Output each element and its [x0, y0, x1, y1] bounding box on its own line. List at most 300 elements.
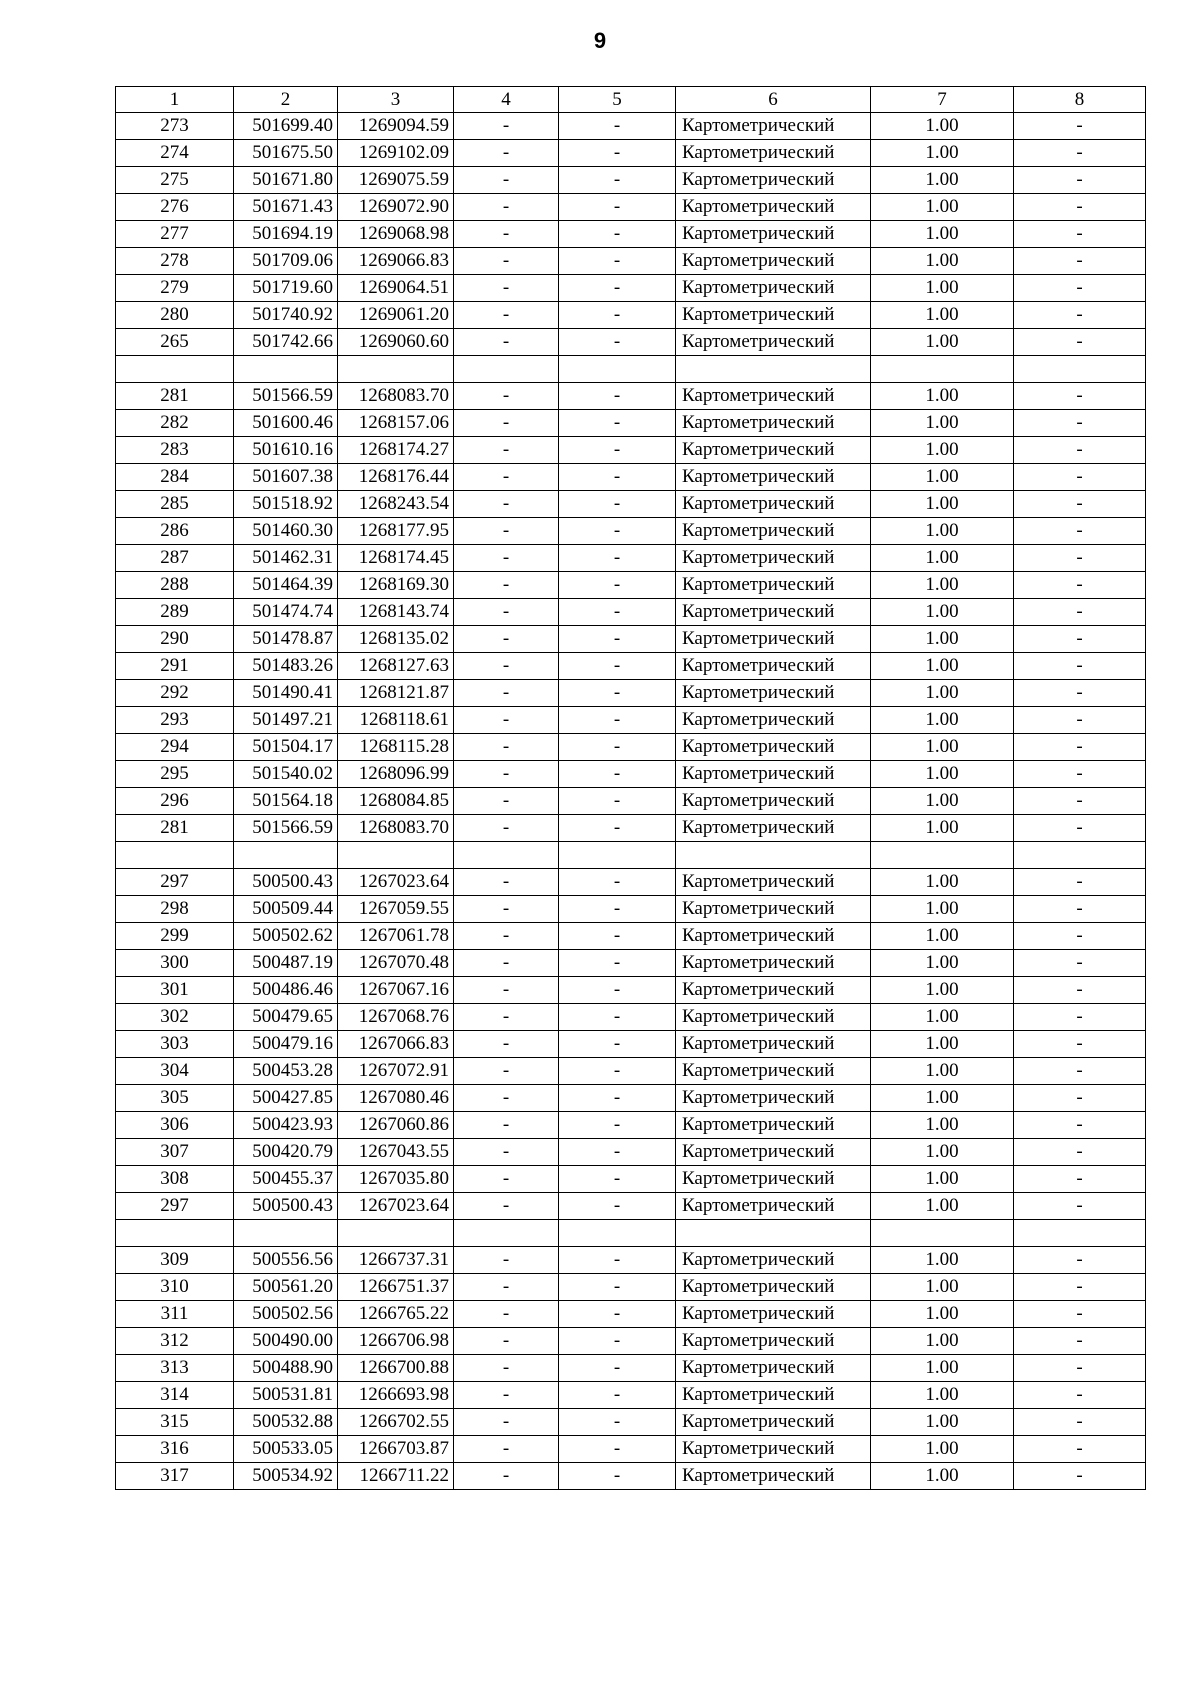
table-cell: 1269060.60	[338, 329, 454, 356]
table-cell: 1.00	[871, 491, 1014, 518]
table-cell: -	[559, 1058, 676, 1085]
table-cell: -	[1014, 1409, 1146, 1436]
empty-cell	[871, 842, 1014, 869]
table-cell: 281	[116, 383, 234, 410]
table-cell: -	[1014, 167, 1146, 194]
table-cell: 1.00	[871, 896, 1014, 923]
empty-cell	[871, 1220, 1014, 1247]
empty-cell	[676, 842, 871, 869]
table-cell: 501675.50	[234, 140, 338, 167]
table-cell: Картометрический	[676, 1382, 871, 1409]
table-cell: 501671.43	[234, 194, 338, 221]
table-cell: Картометрический	[676, 734, 871, 761]
table-cell: Картометрический	[676, 1085, 871, 1112]
table-cell: 1268118.61	[338, 707, 454, 734]
table-cell: -	[454, 248, 559, 275]
table-cell: 279	[116, 275, 234, 302]
table-cell: Картометрический	[676, 1301, 871, 1328]
table-cell: 1.00	[871, 167, 1014, 194]
table-cell: -	[454, 221, 559, 248]
table-cell: Картометрический	[676, 1436, 871, 1463]
table-row	[116, 329, 1146, 356]
table-cell: 314	[116, 1382, 234, 1409]
table-cell: -	[559, 302, 676, 329]
table-cell: 500533.05	[234, 1436, 338, 1463]
column-header: 3	[338, 87, 454, 113]
table-cell: 1.00	[871, 1301, 1014, 1328]
table-cell: 1269102.09	[338, 140, 454, 167]
table-cell: 1268121.87	[338, 680, 454, 707]
table-cell: 1268176.44	[338, 464, 454, 491]
table-cell: 501478.87	[234, 626, 338, 653]
table-cell: 282	[116, 410, 234, 437]
table-cell: Картометрический	[676, 653, 871, 680]
empty-cell	[116, 356, 234, 383]
page-number: 9	[593, 28, 607, 53]
table-cell: 500534.92	[234, 1463, 338, 1490]
table-cell: -	[559, 491, 676, 518]
table-cell: -	[559, 788, 676, 815]
table-cell: 500500.43	[234, 869, 338, 896]
table-cell: -	[1014, 275, 1146, 302]
table-cell: -	[454, 329, 559, 356]
table-cell: 283	[116, 437, 234, 464]
empty-cell	[1014, 1220, 1146, 1247]
table-cell: -	[454, 761, 559, 788]
table-cell: 1.00	[871, 1436, 1014, 1463]
table-cell: 501566.59	[234, 815, 338, 842]
table-cell: 1268115.28	[338, 734, 454, 761]
table-cell: -	[454, 950, 559, 977]
table-cell: Картометрический	[676, 437, 871, 464]
table-cell: 1269075.59	[338, 167, 454, 194]
table-cell: -	[454, 518, 559, 545]
column-header: 5	[559, 87, 676, 113]
table-cell: 500561.20	[234, 1274, 338, 1301]
table-cell: -	[1014, 707, 1146, 734]
empty-cell	[1014, 356, 1146, 383]
table-cell: 501709.06	[234, 248, 338, 275]
table-cell: 281	[116, 815, 234, 842]
table-cell: -	[559, 221, 676, 248]
table-cell: Картометрический	[676, 815, 871, 842]
table-cell: 1268157.06	[338, 410, 454, 437]
table-cell: 1.00	[871, 788, 1014, 815]
table-cell: 1267066.83	[338, 1031, 454, 1058]
table-cell: -	[1014, 437, 1146, 464]
table-row	[116, 518, 1146, 545]
table-row	[116, 464, 1146, 491]
table-cell: -	[559, 1247, 676, 1274]
table-cell: 501719.60	[234, 275, 338, 302]
table-row	[116, 815, 1146, 842]
column-header: 8	[1014, 87, 1146, 113]
table-cell: -	[559, 1031, 676, 1058]
table-row	[116, 167, 1146, 194]
table-cell: Картометрический	[676, 1355, 871, 1382]
table-cell: -	[559, 977, 676, 1004]
table-cell: 501607.38	[234, 464, 338, 491]
table-cell: 501699.40	[234, 113, 338, 140]
table-cell: 1268135.02	[338, 626, 454, 653]
table-cell: -	[559, 464, 676, 491]
table-cell: 304	[116, 1058, 234, 1085]
table-cell: -	[1014, 1247, 1146, 1274]
table-cell: Картометрический	[676, 491, 871, 518]
table-cell: Картометрический	[676, 680, 871, 707]
table-row	[116, 437, 1146, 464]
table-cell: -	[559, 1085, 676, 1112]
table-cell: 1267067.16	[338, 977, 454, 1004]
table-cell: -	[1014, 896, 1146, 923]
table-cell: -	[454, 302, 559, 329]
table-cell: Картометрический	[676, 383, 871, 410]
table-row	[116, 1328, 1146, 1355]
table-cell: -	[454, 680, 559, 707]
table-cell: 1.00	[871, 1247, 1014, 1274]
table-cell: 1267043.55	[338, 1139, 454, 1166]
table-row	[116, 761, 1146, 788]
table-cell: Картометрический	[676, 221, 871, 248]
table-row	[116, 1382, 1146, 1409]
table-cell: 501497.21	[234, 707, 338, 734]
table-cell: -	[559, 1382, 676, 1409]
table-row	[116, 599, 1146, 626]
table-cell: -	[454, 113, 559, 140]
table-cell: 1.00	[871, 869, 1014, 896]
table-cell: -	[1014, 734, 1146, 761]
table-cell: -	[454, 383, 559, 410]
table-cell: -	[559, 680, 676, 707]
table-cell: Картометрический	[676, 248, 871, 275]
table-cell: 306	[116, 1112, 234, 1139]
table-cell: -	[1014, 248, 1146, 275]
table-cell: 288	[116, 572, 234, 599]
table-cell: -	[454, 464, 559, 491]
table-row	[116, 1085, 1146, 1112]
table-row	[116, 707, 1146, 734]
table-cell: 296	[116, 788, 234, 815]
table-cell: 1.00	[871, 275, 1014, 302]
table-row	[116, 545, 1146, 572]
table-row	[116, 140, 1146, 167]
table-cell: Картометрический	[676, 275, 871, 302]
table-cell: Картометрический	[676, 167, 871, 194]
table-cell: 1.00	[871, 950, 1014, 977]
table-cell: 500500.43	[234, 1193, 338, 1220]
table-cell: 1267070.48	[338, 950, 454, 977]
table-cell: 1.00	[871, 653, 1014, 680]
table-cell: 1.00	[871, 572, 1014, 599]
table-cell: Картометрический	[676, 896, 871, 923]
table-cell: 1.00	[871, 518, 1014, 545]
table-cell: 293	[116, 707, 234, 734]
table-cell: 1269066.83	[338, 248, 454, 275]
table-cell: 301	[116, 977, 234, 1004]
table-cell: -	[454, 167, 559, 194]
column-header: 2	[234, 87, 338, 113]
table-cell: 1.00	[871, 464, 1014, 491]
table-cell: 1.00	[871, 113, 1014, 140]
table-cell: 284	[116, 464, 234, 491]
table-cell: -	[454, 1112, 559, 1139]
table-cell: 1269068.98	[338, 221, 454, 248]
table-row	[116, 491, 1146, 518]
table-cell: 275	[116, 167, 234, 194]
table-cell: 501566.59	[234, 383, 338, 410]
table-cell: 500488.90	[234, 1355, 338, 1382]
table-cell: Картометрический	[676, 329, 871, 356]
table-cell: 501462.31	[234, 545, 338, 572]
table-cell: Картометрический	[676, 707, 871, 734]
table-cell: 291	[116, 653, 234, 680]
table-cell: 313	[116, 1355, 234, 1382]
table-cell: -	[454, 194, 559, 221]
table-cell: 1268143.74	[338, 599, 454, 626]
table-cell: 316	[116, 1436, 234, 1463]
table-cell: 1.00	[871, 1139, 1014, 1166]
table-cell: Картометрический	[676, 869, 871, 896]
table-cell: -	[1014, 1463, 1146, 1490]
table-row	[116, 1301, 1146, 1328]
table-cell: 500479.16	[234, 1031, 338, 1058]
table-cell: 276	[116, 194, 234, 221]
table-cell: -	[559, 923, 676, 950]
table-body	[116, 87, 1146, 1490]
table-row	[116, 1112, 1146, 1139]
table-cell: -	[559, 410, 676, 437]
table-cell: 1.00	[871, 1274, 1014, 1301]
table-cell: -	[559, 1409, 676, 1436]
table-row	[116, 113, 1146, 140]
table-cell: Картометрический	[676, 923, 871, 950]
table-row	[116, 1058, 1146, 1085]
table-cell: 315	[116, 1409, 234, 1436]
table-cell: 1269064.51	[338, 275, 454, 302]
table-cell: 1.00	[871, 923, 1014, 950]
table-cell: 500502.62	[234, 923, 338, 950]
table-cell: 500420.79	[234, 1139, 338, 1166]
table-cell: Картометрический	[676, 1031, 871, 1058]
table-cell: -	[1014, 1328, 1146, 1355]
table-cell: Картометрический	[676, 599, 871, 626]
table-cell: 500509.44	[234, 896, 338, 923]
empty-cell	[1014, 842, 1146, 869]
table-cell: Картометрический	[676, 140, 871, 167]
table-cell: 1.00	[871, 626, 1014, 653]
table-cell: 1267023.64	[338, 1193, 454, 1220]
table-cell: 1268169.30	[338, 572, 454, 599]
table-cell: 286	[116, 518, 234, 545]
table-cell: 1269094.59	[338, 113, 454, 140]
table-cell: 500532.88	[234, 1409, 338, 1436]
table-cell: 501600.46	[234, 410, 338, 437]
table-cell: -	[1014, 383, 1146, 410]
table-cell: 1.00	[871, 194, 1014, 221]
table-cell: -	[559, 194, 676, 221]
empty-cell	[454, 842, 559, 869]
table-cell: 311	[116, 1301, 234, 1328]
table-cell: -	[454, 734, 559, 761]
table-cell: -	[559, 1139, 676, 1166]
table-cell: -	[1014, 1139, 1146, 1166]
table-cell: -	[559, 950, 676, 977]
table-cell: 1268084.85	[338, 788, 454, 815]
coordinates-table	[115, 86, 1146, 1490]
table-cell: Картометрический	[676, 1166, 871, 1193]
table-cell: 500427.85	[234, 1085, 338, 1112]
empty-cell	[234, 842, 338, 869]
table-row	[116, 869, 1146, 896]
table-cell: -	[559, 383, 676, 410]
table-cell: -	[454, 1382, 559, 1409]
table-cell: 265	[116, 329, 234, 356]
table-row	[116, 1409, 1146, 1436]
table-cell: 1266700.88	[338, 1355, 454, 1382]
table-cell: -	[559, 626, 676, 653]
table-cell: -	[1014, 680, 1146, 707]
table-cell: 1.00	[871, 1085, 1014, 1112]
table-row	[116, 923, 1146, 950]
table-cell: Картометрический	[676, 1004, 871, 1031]
table-cell: 310	[116, 1274, 234, 1301]
table-cell: -	[559, 1355, 676, 1382]
table-cell: -	[1014, 1058, 1146, 1085]
table-cell: -	[454, 1409, 559, 1436]
table-cell: 290	[116, 626, 234, 653]
table-cell: 298	[116, 896, 234, 923]
table-cell: -	[1014, 950, 1146, 977]
table-cell: 1268083.70	[338, 815, 454, 842]
table-cell: -	[559, 1274, 676, 1301]
table-cell: -	[454, 1166, 559, 1193]
table-cell: 1.00	[871, 815, 1014, 842]
table-cell: 501518.92	[234, 491, 338, 518]
table-cell: -	[1014, 869, 1146, 896]
table-cell: 1.00	[871, 1031, 1014, 1058]
table-cell: 1.00	[871, 734, 1014, 761]
separator-row	[116, 1220, 1146, 1247]
table-cell: -	[559, 734, 676, 761]
table-cell: 287	[116, 545, 234, 572]
table-cell: Картометрический	[676, 410, 871, 437]
table-cell: -	[454, 545, 559, 572]
table-cell: -	[454, 869, 559, 896]
table-cell: Картометрический	[676, 1328, 871, 1355]
column-header: 4	[454, 87, 559, 113]
table-cell: 305	[116, 1085, 234, 1112]
table-cell: Картометрический	[676, 464, 871, 491]
table-row	[116, 950, 1146, 977]
table-cell: -	[559, 896, 676, 923]
table-cell: -	[454, 1463, 559, 1490]
table-cell: -	[559, 1193, 676, 1220]
table-cell: 1267080.46	[338, 1085, 454, 1112]
table-cell: 1266693.98	[338, 1382, 454, 1409]
table-cell: 1.00	[871, 1112, 1014, 1139]
table-cell: -	[559, 869, 676, 896]
table-cell: 1.00	[871, 1058, 1014, 1085]
table-cell: 273	[116, 113, 234, 140]
table-cell: 501740.92	[234, 302, 338, 329]
table-cell: -	[559, 1112, 676, 1139]
table-cell: 1.00	[871, 1355, 1014, 1382]
table-cell: -	[1014, 491, 1146, 518]
table-cell: -	[559, 518, 676, 545]
table-cell: -	[559, 167, 676, 194]
table-cell: -	[559, 761, 676, 788]
table-row	[116, 194, 1146, 221]
table-cell: -	[1014, 1112, 1146, 1139]
table-cell: -	[1014, 194, 1146, 221]
table-row	[116, 1031, 1146, 1058]
table-cell: 1.00	[871, 707, 1014, 734]
table-cell: Картометрический	[676, 572, 871, 599]
table-header-row	[116, 87, 1146, 113]
table-cell: -	[1014, 302, 1146, 329]
table-cell: -	[1014, 599, 1146, 626]
column-header: 7	[871, 87, 1014, 113]
table-row	[116, 1004, 1146, 1031]
table-cell: 277	[116, 221, 234, 248]
empty-cell	[871, 356, 1014, 383]
table-cell: 1266765.22	[338, 1301, 454, 1328]
table-cell: -	[454, 923, 559, 950]
table-cell: 501504.17	[234, 734, 338, 761]
separator-row	[116, 356, 1146, 383]
table-row	[116, 221, 1146, 248]
table-cell: 1267061.78	[338, 923, 454, 950]
table-cell: 500423.93	[234, 1112, 338, 1139]
table-cell: 300	[116, 950, 234, 977]
table-cell: -	[454, 1193, 559, 1220]
table-cell: -	[1014, 572, 1146, 599]
empty-cell	[116, 1220, 234, 1247]
table-row	[116, 1166, 1146, 1193]
table-cell: 1268174.45	[338, 545, 454, 572]
table-cell: 299	[116, 923, 234, 950]
table-cell: 1.00	[871, 1004, 1014, 1031]
table-cell: -	[454, 1139, 559, 1166]
table-cell: 1.00	[871, 302, 1014, 329]
table-cell: -	[454, 491, 559, 518]
table-cell: 1267059.55	[338, 896, 454, 923]
table-cell: -	[454, 599, 559, 626]
table-cell: -	[559, 815, 676, 842]
table-row	[116, 1193, 1146, 1220]
table-cell: -	[559, 653, 676, 680]
table-cell: -	[454, 1031, 559, 1058]
table-cell: 501490.41	[234, 680, 338, 707]
table-cell: 1267068.76	[338, 1004, 454, 1031]
empty-cell	[559, 356, 676, 383]
empty-cell	[454, 356, 559, 383]
table-cell: -	[1014, 113, 1146, 140]
table-cell: -	[559, 1436, 676, 1463]
empty-cell	[234, 356, 338, 383]
table-cell: 1.00	[871, 1382, 1014, 1409]
table-cell: -	[1014, 788, 1146, 815]
table-cell: -	[559, 707, 676, 734]
table-cell: 1268177.95	[338, 518, 454, 545]
table-cell: 501610.16	[234, 437, 338, 464]
table-cell: -	[1014, 1382, 1146, 1409]
table-cell: 295	[116, 761, 234, 788]
table-row	[116, 1139, 1146, 1166]
table-cell: -	[454, 1328, 559, 1355]
table-cell: 500531.81	[234, 1382, 338, 1409]
table-cell: 1268174.27	[338, 437, 454, 464]
